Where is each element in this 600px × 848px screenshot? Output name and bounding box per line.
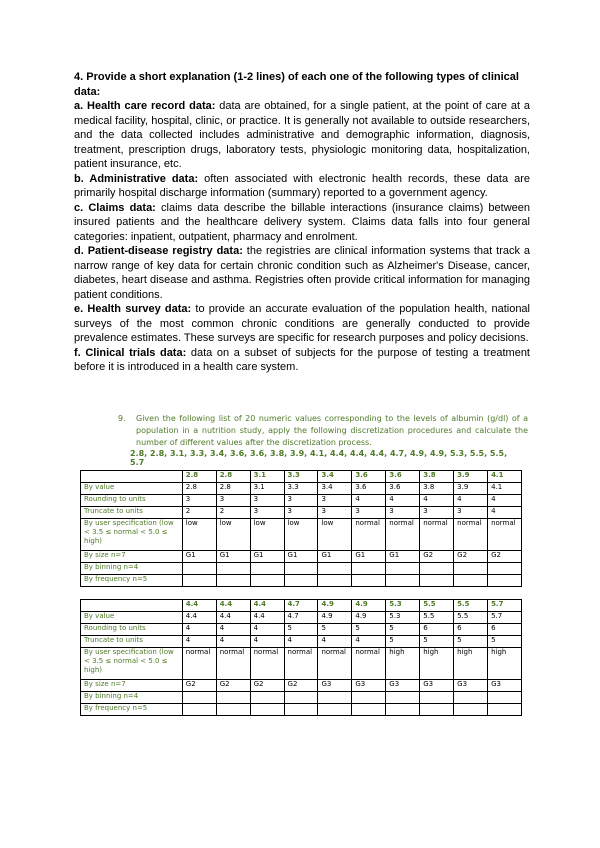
definition-term: d. Patient-disease registry data: [74,245,243,257]
value-cell: normal [182,648,216,680]
value-cell [488,575,522,587]
definition-a [74,99,530,172]
value-cell [488,704,522,716]
table-row [81,600,522,612]
value-cell: 4 [386,495,420,507]
value-cell: normal [216,648,250,680]
row-label-cell: Truncate to units [81,636,183,648]
value-cell: low [318,519,352,551]
value-cell: 3.9 [454,483,488,495]
value-cell: low [284,519,318,551]
value-cell: 2.8 [216,483,250,495]
value-cell: G2 [182,680,216,692]
row-label-cell: By size n=7 [81,680,183,692]
value-cell: low [216,519,250,551]
definition-text: to provide an accurate evaluation of the population health, national surveys of the most common chronic conditions are generally conducted to provide prevalence estimates. These surveys are specific for research purposes and policy decisions. [74,303,530,344]
value-cell [250,563,284,575]
row-label-cell: Rounding to units [81,495,183,507]
value-cell: G1 [386,551,420,563]
value-cell: 4 [216,636,250,648]
value-cell: high [488,648,522,680]
value-cell: G1 [352,551,386,563]
value-cell: 3 [284,507,318,519]
row-label-cell: By binning n=4 [81,692,183,704]
value-cell: 4 [250,624,284,636]
definition-term: e. Health survey data: [74,303,192,315]
table-row [81,680,522,692]
value-cell: 3 [386,507,420,519]
value-cell: normal [284,648,318,680]
header-value-cell: 3.3 [284,471,318,483]
definition-list [74,99,530,375]
table-row [81,704,522,716]
table-row [81,483,522,495]
table-row [81,471,522,483]
discretization-table-1 [80,470,522,587]
table-row [81,612,522,624]
row-label-cell: By user specification (low < 3.5 ≤ normal < 5.0 ≤ high) [81,648,183,680]
value-cell [182,575,216,587]
row-label-cell: By binning n=4 [81,563,183,575]
value-cell [250,704,284,716]
value-cell: 4 [352,495,386,507]
value-cell: G3 [488,680,522,692]
value-cell: normal [386,519,420,551]
header-label-cell [81,471,183,483]
header-value-cell: 3.9 [454,471,488,483]
table-row [81,575,522,587]
value-cell: 5 [420,636,454,648]
header-value-cell: 4.4 [216,600,250,612]
value-cell: 4 [488,507,522,519]
value-cell: 6 [454,624,488,636]
value-cell [182,704,216,716]
value-cell: G1 [182,551,216,563]
header-value-cell: 4.1 [488,471,522,483]
value-cell [420,692,454,704]
table-row [81,692,522,704]
value-cell: G3 [454,680,488,692]
value-cell: 4 [284,636,318,648]
table-row [81,636,522,648]
value-cell [488,563,522,575]
value-cell [454,692,488,704]
row-label-cell: Truncate to units [81,507,183,519]
value-cell: 4 [352,636,386,648]
value-cell: 4.4 [250,612,284,624]
value-cell [284,563,318,575]
table-body [81,600,522,716]
discretization-table-2 [80,599,522,716]
value-cell: G2 [216,680,250,692]
value-cell: G3 [386,680,420,692]
value-cell: G2 [284,680,318,692]
value-cell [250,575,284,587]
question-4-section [74,70,530,375]
value-cell [284,692,318,704]
value-cell: G2 [454,551,488,563]
value-cell: 4 [420,495,454,507]
value-cell [284,575,318,587]
value-cell [386,563,420,575]
question-4-title: 4. Provide a short explanation (1-2 lines) of each one of the following types of clinical data: [74,71,519,98]
header-value-cell: 4.4 [182,600,216,612]
value-cell: normal [352,648,386,680]
value-cell: normal [352,519,386,551]
value-cell: 3.1 [250,483,284,495]
value-cell: 3 [284,495,318,507]
value-cell: G3 [420,680,454,692]
value-cell [454,563,488,575]
header-label-cell [81,600,183,612]
value-cell: 4.9 [318,612,352,624]
value-cell: 5.7 [488,612,522,624]
value-cell: 4 [250,636,284,648]
value-cell: 3.3 [284,483,318,495]
value-cell: 5 [488,636,522,648]
value-cell: 2 [216,507,250,519]
table-row [81,648,522,680]
table-row [81,563,522,575]
value-cell: 2 [182,507,216,519]
header-value-cell: 3.4 [318,471,352,483]
value-cell: 4.4 [216,612,250,624]
value-cell: 3 [352,507,386,519]
header-value-cell: 4.9 [352,600,386,612]
value-cell: G3 [318,680,352,692]
value-cell [420,575,454,587]
value-cell: 4.9 [352,612,386,624]
value-cell: 3.6 [386,483,420,495]
value-cell: 3.6 [352,483,386,495]
value-cell: 4 [318,636,352,648]
value-cell: normal [454,519,488,551]
value-cell: 3 [182,495,216,507]
value-cell [352,704,386,716]
value-cell: 5.5 [454,612,488,624]
value-cell: G1 [250,551,284,563]
header-value-cell: 3.1 [250,471,284,483]
value-cell [386,704,420,716]
value-cell [352,575,386,587]
value-cell [386,575,420,587]
definition-term: a. Health care record data: [74,100,216,112]
value-cell: 3 [250,495,284,507]
header-value-cell: 2.8 [182,471,216,483]
value-cell: 3 [454,507,488,519]
value-cell: 4.1 [488,483,522,495]
row-label-cell: Rounding to units [81,624,183,636]
value-cell: 4 [216,624,250,636]
value-cell: G2 [488,551,522,563]
value-cell: 3.4 [318,483,352,495]
row-label-cell: By value [81,483,183,495]
value-cell: 4 [182,624,216,636]
header-value-cell: 4.4 [250,600,284,612]
value-cell: 5 [284,624,318,636]
value-cell: 6 [488,624,522,636]
header-value-cell: 3.6 [386,471,420,483]
row-label-cell: By size n=7 [81,551,183,563]
value-cell [216,575,250,587]
value-cell [420,704,454,716]
header-value-cell: 3.6 [352,471,386,483]
value-cell: 4.4 [182,612,216,624]
value-cell: 4 [454,495,488,507]
value-cell: high [386,648,420,680]
value-cell: 3 [318,495,352,507]
header-value-cell: 3.8 [420,471,454,483]
value-cell [182,563,216,575]
row-label-cell: By frequency n=5 [81,575,183,587]
value-cell [318,704,352,716]
header-value-cell: 5.5 [420,600,454,612]
value-cell: 4.7 [284,612,318,624]
value-cell [318,563,352,575]
value-cell: normal [250,648,284,680]
table-row [81,551,522,563]
value-cell [216,704,250,716]
definition-text: often associated with electronic health records, these data are primarily hospital discharge information (summary) reported to a government agency. [74,172,531,199]
albumin-values-list: 2.8, 2.8, 3.1, 3.3, 3.4, 3.6, 3.6, 3.8, 3.9, 4.1, 4.4, 4.4, 4.4, 4.7, 4.9, 4.9, 5.3, 5.5, 5.5, 5.7 [130,449,508,467]
value-cell: 3.8 [420,483,454,495]
value-cell [318,575,352,587]
table-row [81,624,522,636]
value-cell [454,575,488,587]
value-cell: high [454,648,488,680]
row-label-cell: By frequency n=5 [81,704,183,716]
value-cell: 5 [454,636,488,648]
value-cell: high [420,648,454,680]
header-value-cell: 5.5 [454,600,488,612]
value-cell: 5 [386,624,420,636]
value-cell [454,704,488,716]
definition-text: data are obtained, for a single patient, at the point of care at a medical facility, hospital, clinic, or practice. It is generally not available to outside researchers, and the data collected includes administrative and demographic information, diagnosis, treatment, prescription drugs, laboratory tests, physiologic monitoring data, hospitalization, patient insurance, etc. [74,100,530,170]
definition-b [74,172,530,201]
value-cell: normal [488,519,522,551]
table-row [81,519,522,551]
definition-e [74,302,530,346]
value-cell: low [250,519,284,551]
value-cell: 3 [420,507,454,519]
value-cell: G1 [216,551,250,563]
value-cell: 5 [386,636,420,648]
value-cell: normal [420,519,454,551]
table-row [81,507,522,519]
value-cell: 6 [420,624,454,636]
value-cell: 5 [318,624,352,636]
value-cell: low [182,519,216,551]
question-9-number: 9. [118,414,126,423]
value-cell: G1 [284,551,318,563]
value-cell: 5.5 [420,612,454,624]
value-cell [386,692,420,704]
value-cell: 5 [352,624,386,636]
value-cell [420,563,454,575]
definition-term: b. Administrative data: [74,172,199,185]
value-cell [216,563,250,575]
value-cell: G2 [250,680,284,692]
value-cell [182,692,216,704]
value-cell: G2 [420,551,454,563]
value-cell: G1 [318,551,352,563]
value-cell: G3 [352,680,386,692]
definition-term: c. Claims data: [74,201,156,214]
row-label-cell: By user specification (low < 3.5 ≤ normal < 5.0 ≤ high) [81,519,183,551]
definition-d [74,244,530,302]
value-cell: 3 [318,507,352,519]
value-cell: 4 [488,495,522,507]
definition-text: the registries are clinical information systems that track a narrow range of key data for certain chronic condition such as Alzheimer's Disease, cancer, diabetes, heart disease and asthma. Registries often provide critical information for managing patient conditions. [74,245,531,301]
question-9 [118,413,528,449]
value-cell: 3 [250,507,284,519]
question-9-text: Given the following list of 20 numeric values corresponding to the levels of albumin (g/dl) of a population in a nutrition study, apply the following discretization procedures and calculate the number of different values after the discretization process. [136,414,528,447]
value-cell [352,563,386,575]
value-cell [284,704,318,716]
row-label-cell: By value [81,612,183,624]
definition-f [74,346,530,375]
header-value-cell: 5.7 [488,600,522,612]
definition-term: f. Clinical trials data: [74,346,187,359]
value-cell [250,692,284,704]
value-cell: normal [318,648,352,680]
header-value-cell: 4.9 [318,600,352,612]
value-cell: 4 [182,636,216,648]
value-cell [318,692,352,704]
definition-text: claims data describe the billable interactions (insurance claims) between insured patients and the healthcare delivery system. Claims data falls into four general categories: inpatient, outpatient, pharmacy and enrolment. [74,201,530,243]
value-cell: 5.3 [386,612,420,624]
header-value-cell: 4.7 [284,600,318,612]
header-value-cell: 5.3 [386,600,420,612]
header-value-cell: 2.8 [216,471,250,483]
value-cell [352,692,386,704]
value-cell: 2.8 [182,483,216,495]
value-cell [488,692,522,704]
value-cell: 3 [216,495,250,507]
table-body [81,471,522,587]
definition-text: data on a subset of subjects for the purpose of testing a treatment before it is introduced in a health care system. [74,346,530,373]
value-cell [216,692,250,704]
table-row [81,495,522,507]
definition-c [74,201,530,245]
